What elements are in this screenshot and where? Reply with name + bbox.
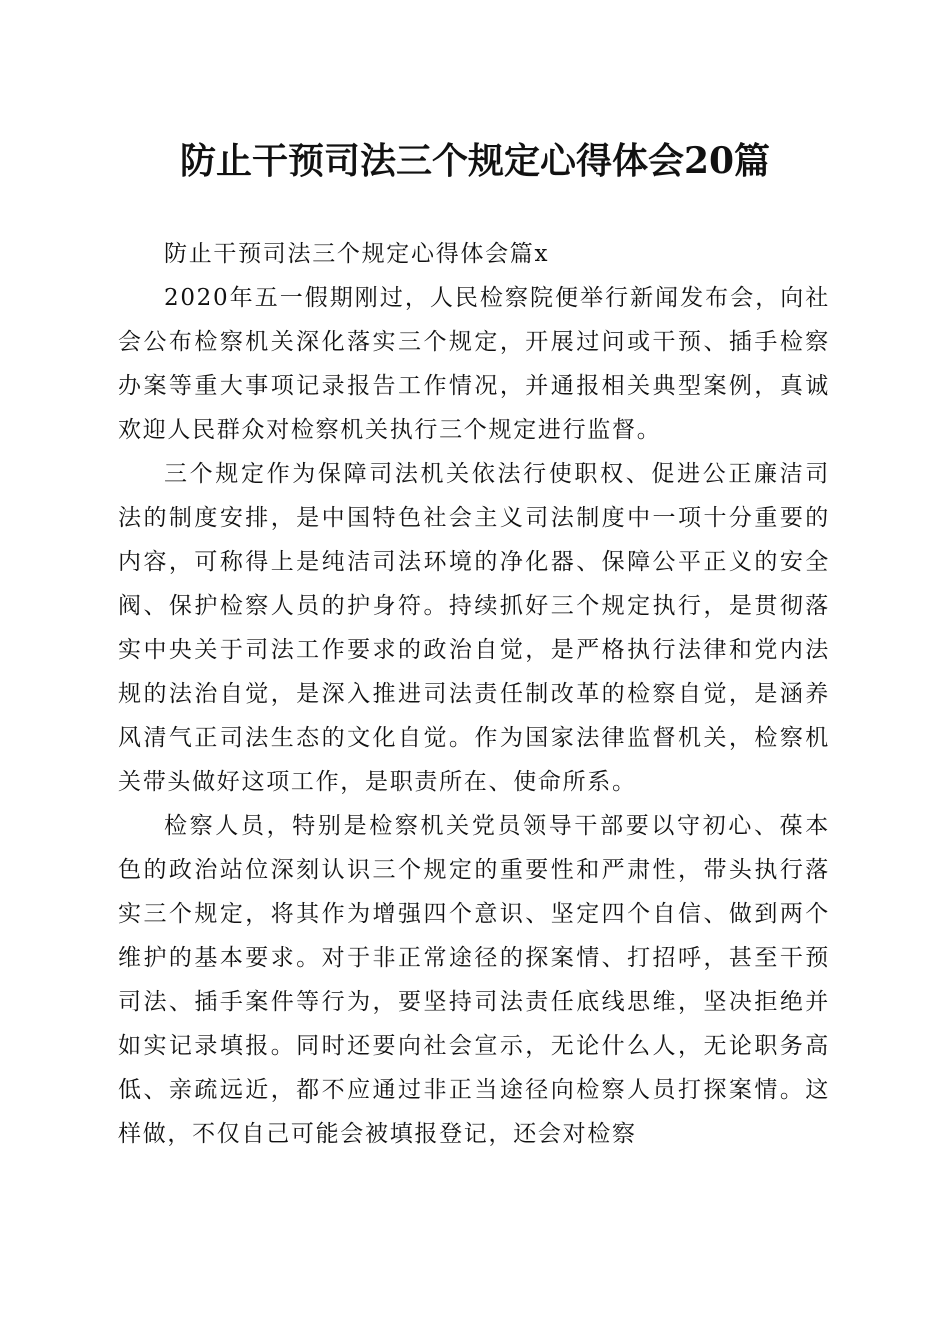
paragraph-3: 检察人员，特别是检察机关党员领导干部要以守初心、葆本色的政治站位深刻认识三个规定的重要性和严肃性，带头执行落实三个规定，将其作为增强四个意识、坚定四个自信、做到两个维护的基本要求。对于非正常途径的探案情、打招呼，甚至干预司法、插手案件等行为，要坚持司法责任底线思维，坚决拒绝并如实记录填报。同时还要向社会宣示，无论什么人，无论职务高低、亲疏远近，都不应通过非正当途径向检察人员打探案情。这样做，不仅自己可能会被填报登记，还会对检察 — [118, 813, 830, 1147]
paragraph-1: 2020年五一假期刚过，人民检察院便举行新闻发布会，向社会公布检察机关深化落实三个规定，开展过问或干预、插手检察办案等重大事项记录报告工作情况，并通报相关典型案例，真诚欢迎人民群众对检察机关执行三个规定进行监督。 — [118, 285, 830, 443]
document-title: 防止干预司法三个规定心得体会20篇 — [179, 140, 771, 182]
document-body — [118, 232, 830, 1156]
paragraph-2: 三个规定作为保障司法机关依法行使职权、促进公正廉洁司法的制度安排，是中国特色社会主义司法制度中一项十分重要的内容，可称得上是纯洁司法环境的净化器、保障公平正义的安全阀、保护检察人员的护身符。持续抓好三个规定执行，是贯彻落实中央关于司法工作要求的政治自觉，是严格执行法律和党内法规的法治自觉，是深入推进司法责任制改革的检察自觉，是涵养风清气正司法生态的文化自觉。作为国家法律监督机关，检察机关带头做好这项工作，是职责所在、使命所系。 — [118, 461, 830, 795]
section-heading: 防止干预司法三个规定心得体会篇x — [164, 241, 550, 267]
